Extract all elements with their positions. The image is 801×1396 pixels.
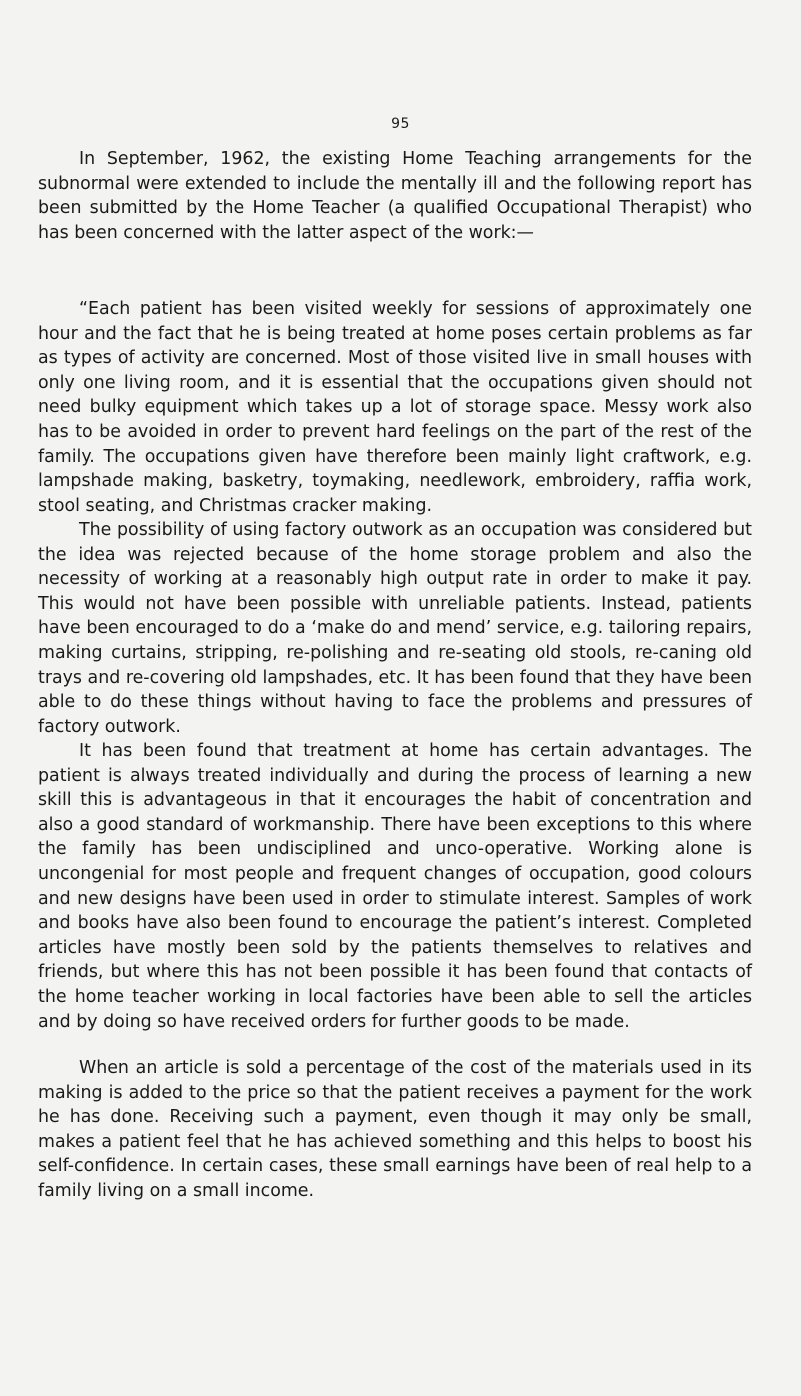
paragraph-factory-outwork [38,518,752,739]
paragraph-report-activities [38,297,752,518]
paragraph-text: “Each patient has been visited weekly for sessions of approximately one hour and the fact that he is being treated at home poses certain problems as far as types of activity are concerned. Most of those visited live in small houses with only one living room, and it is essential that the occupations given should not need bulky equipment which takes up a lot of storage space. Messy work also has to be avoided in order to prevent hard feelings on the part of the rest of the family. The occupations given have therefore been mainly light craftwork, e.g. lampshade making, basketry, toymaking, needlework, embroidery, raffia work, stool seating, and Christmas cracker making. [38,299,752,516]
page-number: 95 [391,116,410,132]
paragraph-text: In September, 1962, the existing Home Teaching arrangements for the subnormal were extended to include the mentally ill and the following report has been submitted by the Home Teacher (a qualified Occupational Therapist) who has been concerned with the latter aspect of the work:— [38,149,752,243]
paragraph-intro [38,147,752,245]
paragraph-payment [38,1056,752,1204]
paragraph-text: The possibility of using factory outwork as an occupation was considered but the idea was rejected because of the home storage problem and also the necessity of working at a reasonably high output rate in order to make it pay. This would not have been possible with unreliable patients. Instead, patients have been encouraged to do a ‘make do and mend’ service, e.g. tailoring repairs, making curtains, stripping, re-polishing and re-seating old stools, re-caning old trays and re-covering old lampshades, etc. It has been found that they have been able to do these things without having to face the problems and pressures of factory outwork. [38,520,752,737]
paragraph-text: When an article is sold a percentage of the cost of the materials used in its making is added to the price so that the patient receives a payment for the work he has done. Receiving such a payment, even though it may only be small, makes a patient feel that he has achieved something and this helps to boost his self-confidence. In certain cases, these small earnings have been of real help to a family living on a small income. [38,1058,752,1201]
paragraph-home-treatment [38,739,752,1034]
paragraph-text: It has been found that treatment at home has certain advantages. The patient is always treated individually and during the process of learning a new skill this is advantageous in that it encourages the habit of concentration and also a good standard of workmanship. There have been exceptions to this where the family has been undisciplined and unco-operative. Working alone is uncongenial for most people and frequent changes of occupation, good colours and new designs have been used in order to stimulate interest. Samples of work and books have also been found to encourage the patient’s interest. Completed articles have mostly been sold by the patients themselves to relatives and friends, but where this has not been possible it has been found that contacts of the home teacher working in local factories have been able to sell the articles and by doing so have received orders for further goods to be made. [38,741,752,1032]
